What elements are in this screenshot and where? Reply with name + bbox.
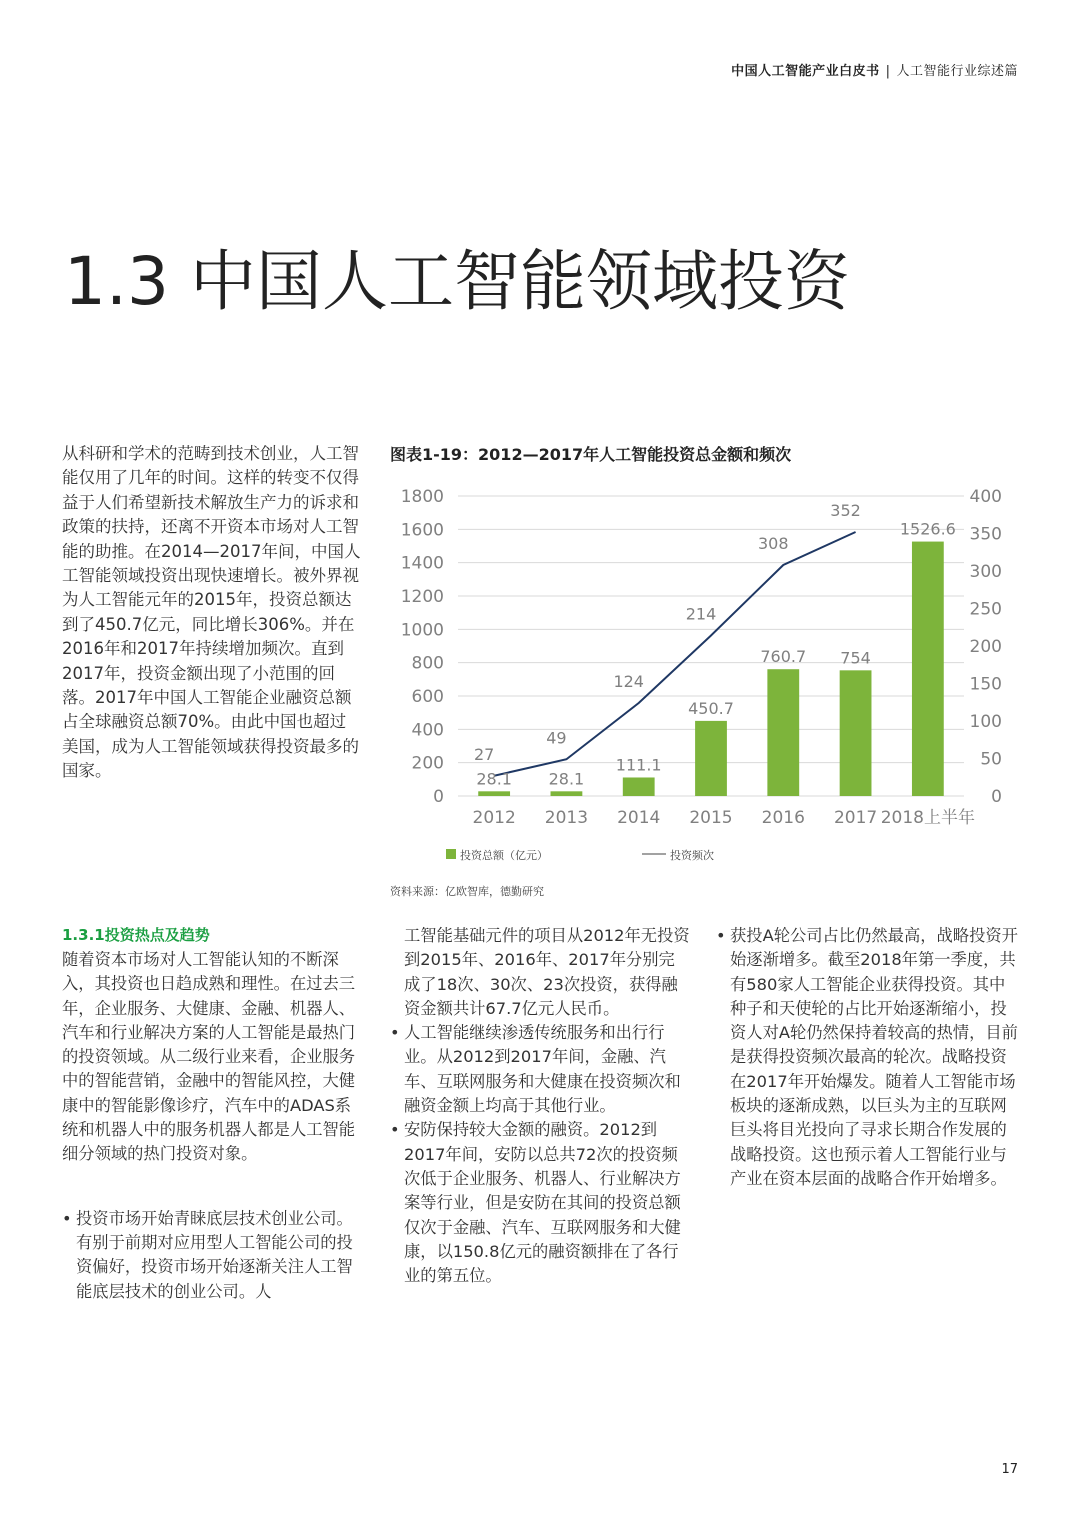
subsection-heading: 1.3.1投资热点及趋势 [62,926,210,944]
column-2 [390,924,690,1288]
x-tick-label: 2014 [617,808,661,828]
header-separator: | [885,64,891,79]
intro-paragraph: 从科研和学术的范畴到技术创业，人工智能仅用了几年的时间。这样的转变不仅得益于人们希望新技术解放生产力的诉求和政策的扶持，还离不开资本市场对人工智能的助推。在2014—2017年间，中国人工智能领域投资出现快速增长。被外界视为人工智能元年的2015年，投资总额达到了450.7亿元，同比增长306%。并在2016年和2017年持续增加频次。直到2017年，投资金额出现了小范围的回落。2017年中国人工智能企业融资总额占全球融资总额70%。由此中国也超过美国，成为人工智能领域获得投资最多的国家。 [62,444,361,781]
bullet-item: • 安防保持较大金额的融资。2012到2017年间，安防以总共72次的投资频次低于企业服务、机器人、行业解决方案等行业，但是安防在其间的投资总额仅次于金融、汽车、互联网服务和大健康，以150.8亿元的融资额排在了各行业的第五位。 [390,1118,690,1288]
bar-data-label: 754 [840,648,871,668]
bar-investment-amount [551,791,583,796]
bar-investment-amount [840,670,872,796]
y-left-tick-label: 1200 [400,587,444,607]
bar-investment-amount [623,777,655,796]
y-left-tick-label: 0 [433,787,444,807]
y-right-tick-label: 150 [969,674,1002,695]
y-left-tick-label: 1800 [400,487,444,507]
y-right-tick-label: 400 [969,487,1002,507]
chart-y-right-axis [970,487,1002,807]
y-left-tick-label: 400 [411,720,444,741]
line-data-label: 49 [546,728,567,748]
y-right-tick-label: 200 [969,637,1002,657]
line-data-label: 27 [473,744,495,764]
y-right-tick-label: 0 [991,787,1002,807]
line-data-label: 308 [758,534,789,553]
bullet-item: • 人工智能继续渗透传统服务和出行行业。从2012到2017年间，金融、汽车、互联网服务和大健康在投资频次和融资金额上均高于其他行业。 [390,1021,690,1118]
legend-line-label: 投资频次 [670,849,714,862]
column-3 [716,924,1018,1191]
y-right-tick-label: 100 [969,712,1002,732]
line-data-label: 214 [685,604,717,624]
x-tick-label: 2018上半年 [880,808,975,828]
section-title: 人工智能行业综述篇 [896,64,1018,79]
bar-investment-amount [767,669,799,796]
investment-chart [390,476,1030,876]
figure-caption: 图表1-19：2012—2017年人工智能投资总金额和频次 [390,445,792,464]
x-tick-label: 2017 [833,808,878,828]
page-title: 1.3 中国人工智能领域投资 [64,243,850,320]
bar-investment-amount [912,542,944,796]
x-tick-label: 2013 [544,808,589,828]
legend-bar-label: 投资总额（亿元） [460,849,548,862]
y-right-tick-label: 50 [980,749,1002,770]
y-left-tick-label: 800 [411,653,444,674]
x-tick-label: 2016 [761,808,805,828]
bullet-item: • 获投A轮公司占比仍然最高，战略投资开始逐渐增多。截至2018年第一季度，共有580家人工智能企业获得投资。其中种子和天使轮的占比开始逐渐缩小，投资人对A轮仍然保持着较高的热情，目前是获得投资频次最高的轮次。战略投资在2017年开始爆发。随着人工智能市场板块的逐渐成熟，以巨头为主的互联网巨头将目光投向了寻求长期合作发展的战略投资。这也预示着人工智能行业与产业在资本层面的战略合作开始增多。 [716,924,1018,1191]
chart-y-left-axis [401,487,444,807]
x-tick-label: 2015 [689,808,733,828]
legend-bar-swatch [446,849,456,859]
y-left-tick-label: 1000 [400,620,444,641]
running-header [731,60,1018,79]
y-left-tick-label: 1600 [400,520,444,541]
chart-bars [478,542,944,796]
bar-data-label: 1526.6 [899,519,956,539]
figure-source: 资料来源：亿欧智库，德勤研究 [390,885,544,898]
bar-data-label: 450.7 [688,698,734,718]
chart-legend [446,848,714,862]
chart-x-axis [473,807,975,828]
y-left-tick-label: 600 [411,687,444,707]
publication-title: 中国人工智能产业白皮书 [731,64,880,79]
page-number: 17 [1001,1462,1018,1477]
bullet-continuation: 工智能基础元件的项目从2012年无投资到2015年、2016年、2017年分别完成了18次、30次、23次投资，获得融资金额共计67.7亿元人民币。 [404,926,690,1018]
x-tick-label: 2012 [472,808,516,828]
y-right-tick-label: 250 [969,599,1002,620]
y-right-tick-label: 300 [969,562,1002,582]
bullet-item: • 投资市场开始青睐底层技术创业公司。有别于前期对应用型人工智能公司的投资偏好，投资市场开始逐渐关注人工智能底层技术的创业公司。人 [62,1207,364,1304]
line-data-label: 124 [613,672,644,691]
column-1 [62,924,364,1304]
y-left-tick-label: 1400 [400,553,444,574]
bar-data-label: 28.1 [548,769,585,789]
subsection-lead: 随着资本市场对人工智能认知的不断深入，其投资也日趋成熟和理性。在过去三年，企业服务、大健康、金融、机器人、汽车和行业解决方案的人工智能是最热门的投资领域。从二级行业来看，企业服务中的智能营销，金融中的智能风控，大健康中的智能影像诊疗，汽车中的ADAS系统和机器人中的服务机器人都是人工智能细分领域的热门投资对象。 [62,950,356,1164]
y-right-tick-label: 350 [969,524,1002,545]
bar-data-label: 28.1 [476,769,512,789]
bar-data-label: 760.7 [760,647,807,667]
line-data-label: 352 [830,501,861,520]
y-left-tick-label: 200 [411,753,444,774]
bar-investment-amount [695,721,727,796]
bar-data-label: 111.1 [615,755,662,775]
bar-investment-amount [478,791,510,796]
